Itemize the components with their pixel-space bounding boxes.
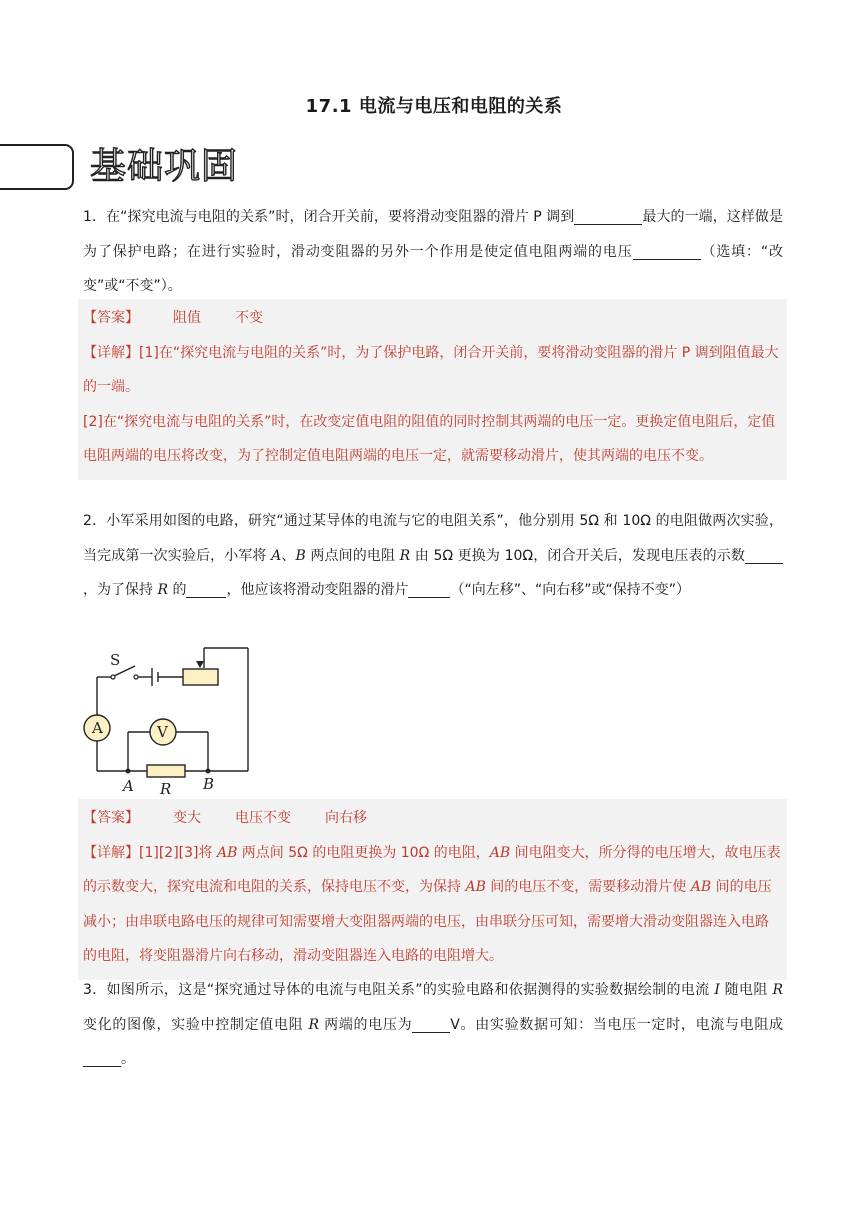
q1-answer-box: [78, 299, 787, 480]
q2-blank-3: [408, 581, 450, 598]
q2-answer-2: 电压不变: [235, 810, 291, 826]
q3-blank-2: [83, 1050, 121, 1067]
q2-text-g: （“向左移”、“向右移”或“保持不变”）: [450, 582, 690, 598]
q2-var-a: A: [271, 547, 282, 564]
q3-text-b: 随电阻: [719, 982, 773, 998]
q3-text-d: 两端的电压为: [319, 1016, 413, 1033]
q1-answer-line: [83, 301, 782, 336]
q1-blank-2: [633, 243, 701, 260]
q1-text-c: （选填：“改变”或“不变”）。: [83, 243, 783, 294]
q2-detail-t2: 间电阻变大，所分得的电压增大，故电压表的示数变大，探究电流和电阻的关系，保持电压不变，为保持: [83, 844, 781, 895]
q1-detail-1: [83, 336, 782, 405]
q2-text-a: 2．小军采用如图的电路，研究“通过某导体的电流与它的电阻关系”，他分别用 5Ω 和 10Ω 的电阻做两次实验，当完成第一次实验后，小军将: [83, 513, 783, 564]
q3-blank-1: [412, 1016, 450, 1033]
q1-detail-1-text: [1]在“探究电流与电阻的关系”时，为了保护电路，闭合开关前，要将滑动变阻器的滑片 P 调到阻值最大的一端。: [83, 344, 779, 395]
q3-var-r2: R: [308, 1016, 320, 1033]
banner-frame: [0, 144, 74, 190]
circuit-diagram: [80, 642, 255, 798]
q3-text-c: 变化的图像，实验中控制定值电阻: [83, 1016, 309, 1033]
resistor-r: [147, 765, 185, 777]
q2-detail-label: 【详解】: [83, 844, 139, 861]
q2-detail-t1: 两点间 5Ω 的电阻更换为 10Ω 的电阻，: [237, 844, 490, 861]
section-title: 基础巩固: [90, 146, 239, 187]
q1-text-a: 1．在“探究电流与电阻的关系”时，闭合开关前，要将滑动变阻器的滑片 P 调到: [83, 209, 575, 225]
q2-answer-box: [78, 799, 787, 980]
question-1: [83, 200, 783, 304]
q2-detail-t4: 间的电压减小；由串联电路电压的规律可知需要增大变阻器两端的电压，由串联分压可知，需要增大滑动变阻器连入电路的电阻，将变阻器滑片向右移动，滑动变阻器连入电路的电阻增大。: [83, 879, 772, 964]
q1-text-b: 最大的一端，这样做是为了保护电路；在进行实验时，滑动变阻器的另外一个作用是使定值电阻两端的电压: [83, 209, 784, 260]
q1-answer-1: 阻值: [173, 310, 201, 326]
rheostat: [183, 669, 218, 685]
q2-answer-line: [83, 801, 782, 836]
q2-answer-3: 向右移: [325, 810, 367, 826]
q3-var-r: R: [772, 982, 783, 998]
q2-answer-1: 变大: [173, 810, 201, 826]
q2-blank-1: [745, 547, 783, 564]
q2-detail-pre: [1][2][3]将: [139, 844, 217, 861]
q2-detail: [83, 836, 782, 974]
q1-answer-2: 不变: [235, 310, 263, 326]
q3-var-i: I: [714, 982, 720, 998]
q1-detail-2: [2]在“探究电流与电阻的关系”时，在改变定值电阻的阻值的同时控制其两端的电压一定。更换定值电阻后，定值电阻两端的电压将改变，为了控制定值电阻两端的电压一定，就需要移动滑片，使其两端的电压不变。: [83, 413, 776, 464]
q1-answer-label: 【答案】: [83, 310, 139, 326]
q2-var-b: B: [295, 547, 306, 564]
point-b-label: B: [203, 775, 215, 793]
q2-text-f: ，他应该将滑动变阻器的滑片: [226, 582, 409, 598]
switch-label: S: [110, 651, 121, 669]
q2-detail-t3: 间的电压不变，需要移动滑片使: [485, 879, 691, 895]
q2-detail-ab-3: AB: [465, 879, 486, 895]
q2-answer-label: 【答案】: [83, 810, 139, 826]
q1-blank-1: [574, 208, 642, 225]
q2-text-d: ，为了保持: [83, 582, 158, 598]
q2-text-c: 由 5Ω 更换为 10Ω，闭合开关后，发现电压表的示数: [410, 547, 746, 564]
section-banner: [0, 144, 260, 194]
q2-detail-ab-4: AB: [690, 879, 712, 895]
question-2: [83, 504, 783, 608]
q3-text-f: 。: [121, 1051, 135, 1067]
q2-detail-ab-2: AB: [489, 844, 511, 861]
q2-text-b: 两点间的电阻: [305, 547, 400, 564]
resistor-label: R: [160, 780, 172, 798]
q1-detail-label: 【详解】: [83, 344, 139, 361]
q3-text-a: 3．如图所示，这是“探究通过导体的电流与电阻关系”的实验电路和依据测得的实验数据绘制的电流: [83, 982, 715, 998]
q3-text-e: V。由实验数据可知：当电压一定时，电流与电阻成: [450, 1016, 784, 1033]
q2-var-r2: R: [157, 582, 168, 598]
q2-sep: 、: [281, 547, 296, 564]
q2-text-e: 的: [168, 582, 187, 598]
q2-var-r: R: [399, 547, 411, 564]
rheostat-slider-arrow: [196, 661, 204, 668]
page-title: 17.1 电流与电压和电阻的关系: [305, 96, 563, 117]
voltmeter-label: V: [157, 723, 168, 741]
question-3: [83, 973, 783, 1077]
point-a-label: A: [123, 777, 134, 795]
q2-detail-ab-1: AB: [216, 844, 238, 861]
q2-blank-2: [186, 581, 226, 598]
ammeter-label: A: [92, 719, 103, 737]
